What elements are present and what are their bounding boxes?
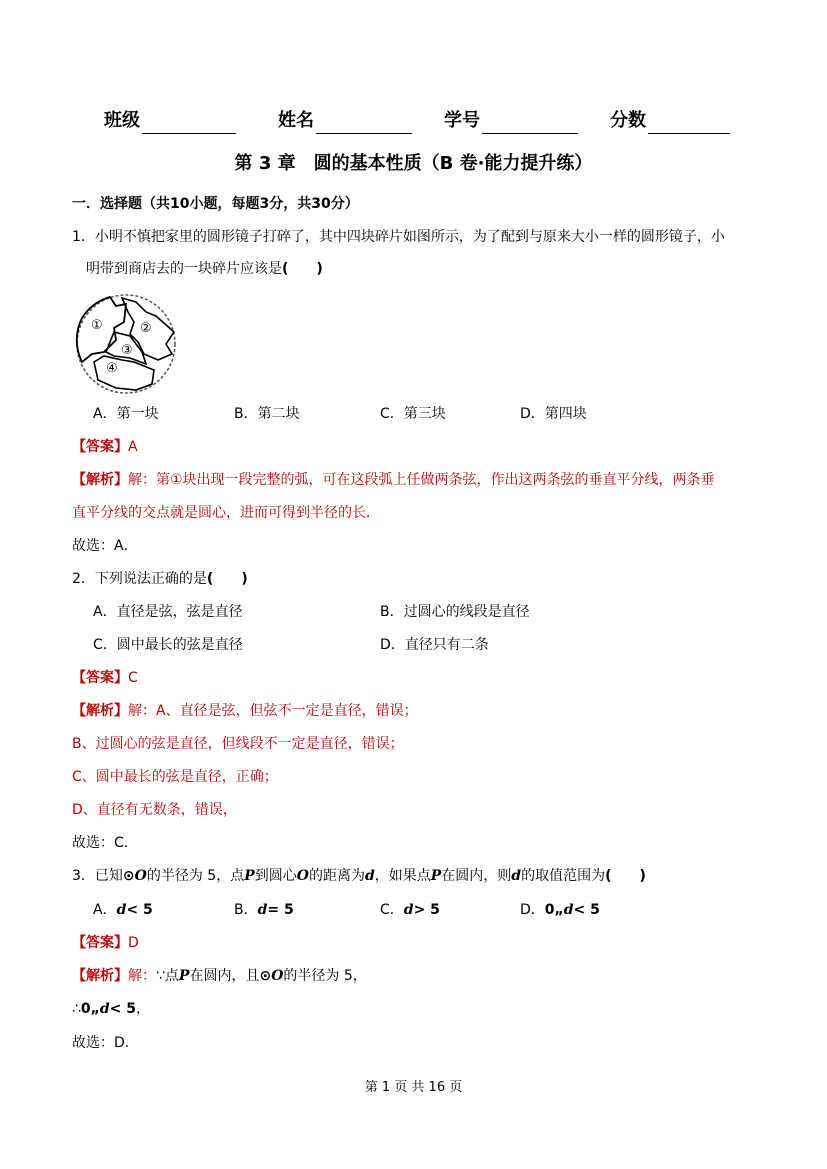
answer-value: A — [128, 439, 138, 455]
var-o: O — [271, 968, 284, 984]
analysis-text: ， — [136, 1001, 151, 1017]
q3-option-a[interactable] — [93, 900, 153, 920]
q3-text: ，如果点 — [374, 868, 431, 884]
analysis-text: 在圆内，且 — [189, 968, 260, 984]
q2-option-a[interactable]: A．直径是弦，弦是直径 — [93, 604, 243, 620]
label-3: ③ — [121, 343, 133, 358]
var-d: d — [403, 902, 414, 918]
q3-answer-paren: ( ) — [605, 868, 646, 884]
q3-stem — [72, 866, 646, 886]
relation: < 5 — [126, 902, 153, 918]
section-heading: 一．选择题（共10小题，每题3分，共30分） — [72, 196, 359, 212]
q2-answer-paren: ( ) — [206, 571, 248, 587]
q2-option-c[interactable]: C．圆中最长的弦是直径 — [93, 637, 243, 653]
score-blank[interactable] — [648, 113, 730, 134]
q3-conclusion: 故选：D． — [72, 1035, 139, 1051]
q3-option-c[interactable] — [380, 900, 440, 920]
q2-stem-text: 2．下列说法正确的是 — [72, 571, 207, 587]
answer-tag: 【答案】 — [72, 439, 128, 455]
page-title: 第 3 章 圆的基本性质（B 卷·能力提升练） — [234, 153, 593, 174]
q2-analysis-line2: B、过圆心的弦是直径，但线段不一定是直径，错误； — [72, 736, 404, 752]
class-label: 班级 — [104, 110, 140, 131]
label-4: ④ — [106, 361, 118, 376]
q2-stem — [72, 569, 248, 589]
analysis-text: 解：第①块出现一段完整的弧，可在这段弧上任做两条弦，作出这两条弦的垂直平分线，两条垂 — [128, 472, 715, 488]
broken-mirror-figure — [74, 292, 180, 396]
q2-analysis-line1 — [72, 701, 418, 721]
answer-value: D — [128, 935, 139, 951]
q1-answer-paren: ( ) — [282, 261, 323, 277]
q1-option-a[interactable]: A．第一块 — [93, 406, 159, 422]
student-id-label: 学号 — [444, 110, 480, 131]
answer-value: C — [128, 670, 138, 686]
q1-option-c[interactable]: C．第三块 — [380, 406, 446, 422]
relation: = 5 — [267, 902, 294, 918]
student-id-field — [444, 108, 578, 134]
circle-symbol: ⊙ — [122, 868, 135, 884]
var-o: O — [134, 868, 147, 884]
var-d: d — [511, 868, 522, 884]
answer-tag: 【答案】 — [72, 935, 128, 951]
therefore-symbol: ∴ — [72, 1001, 81, 1017]
q1-conclusion: 故选：A． — [72, 538, 138, 554]
var-d: d — [364, 868, 375, 884]
analysis-text: 解：A、直径是弦，但弦不一定是直径，错误； — [128, 703, 418, 719]
q2-conclusion: 故选：C． — [72, 835, 138, 851]
because-symbol: ∵ — [156, 968, 165, 984]
q1-stem-line2 — [86, 259, 323, 279]
var-p: P — [244, 868, 255, 884]
score-field — [610, 108, 730, 134]
option-letter: B． — [234, 902, 258, 918]
q1-option-d[interactable]: D．第四块 — [520, 406, 587, 422]
analysis-text: 解： — [128, 968, 156, 984]
var-d: d — [116, 902, 127, 918]
score-label: 分数 — [610, 110, 646, 131]
q2-answer — [72, 668, 138, 688]
class-blank[interactable] — [142, 113, 236, 134]
answer-tag: 【答案】 — [72, 670, 128, 686]
option-letter: D． — [520, 902, 545, 918]
analysis-text: 点 — [164, 968, 179, 984]
relation: < 5 — [573, 902, 600, 918]
relation: > 5 — [413, 902, 440, 918]
q3-text: 的距离为 — [308, 868, 365, 884]
q1-stem-text: 明带到商店去的一块碎片应该是 — [86, 261, 282, 277]
q2-analysis-line3: C、圆中最长的弦是直径，正确； — [72, 769, 278, 785]
option-letter: A． — [93, 902, 117, 918]
q1-answer — [72, 437, 138, 457]
analysis-tag: 【解析】 — [72, 703, 128, 719]
name-blank[interactable] — [316, 113, 412, 134]
circle-symbol: ⊙ — [259, 968, 272, 984]
relation: < 5 — [109, 1001, 137, 1017]
q3-text: 3．已知 — [72, 868, 123, 884]
q3-text: 在圆内，则 — [441, 868, 512, 884]
lower-bound: 0„ — [80, 1001, 100, 1017]
q1-option-b[interactable]: B．第二块 — [234, 406, 300, 422]
q1-analysis-line1 — [72, 470, 715, 490]
var-o: O — [296, 868, 309, 884]
var-p: P — [430, 868, 442, 884]
q3-answer — [72, 933, 139, 953]
student-id-blank[interactable] — [482, 113, 578, 134]
q3-option-d[interactable] — [520, 900, 600, 920]
q1-stem-line1: 1．小明不慎把家里的圆形镜子打碎了，其中四块碎片如图所示，为了配到与原来大小一样的圆形镜子，小 — [72, 229, 725, 245]
analysis-tag: 【解析】 — [72, 472, 128, 488]
class-field — [104, 108, 236, 134]
q3-text: 的半径为 5，点 — [146, 868, 245, 884]
var-p: P — [178, 968, 190, 984]
q3-analysis-line1 — [72, 966, 367, 986]
name-field — [278, 108, 412, 134]
lower-bound: 0„ — [544, 902, 564, 918]
q2-analysis-line4: D、直径有无数条，错误， — [72, 802, 237, 818]
label-2: ② — [140, 321, 152, 336]
analysis-tag: 【解析】 — [72, 968, 128, 984]
page-footer: 第 1 页 共 16 页 — [364, 1080, 463, 1095]
name-label: 姓名 — [278, 110, 314, 131]
label-1: ① — [91, 318, 103, 333]
q2-option-d[interactable]: D．直径只有二条 — [380, 637, 489, 653]
q3-analysis-line2 — [72, 999, 150, 1019]
var-d: d — [99, 1001, 110, 1017]
analysis-text: 的半径为 5， — [283, 968, 367, 984]
q3-text: 到圆心 — [254, 868, 297, 884]
option-letter: C． — [380, 902, 404, 918]
q2-option-b[interactable]: B．过圆心的线段是直径 — [380, 604, 530, 620]
q3-option-b[interactable] — [234, 900, 294, 920]
var-d: d — [563, 902, 574, 918]
q3-text: 的取值范围为 — [521, 868, 606, 884]
var-d: d — [257, 902, 268, 918]
q1-analysis-line2: 直平分线的交点就是圆心，进而可得到半径的长． — [72, 505, 380, 521]
